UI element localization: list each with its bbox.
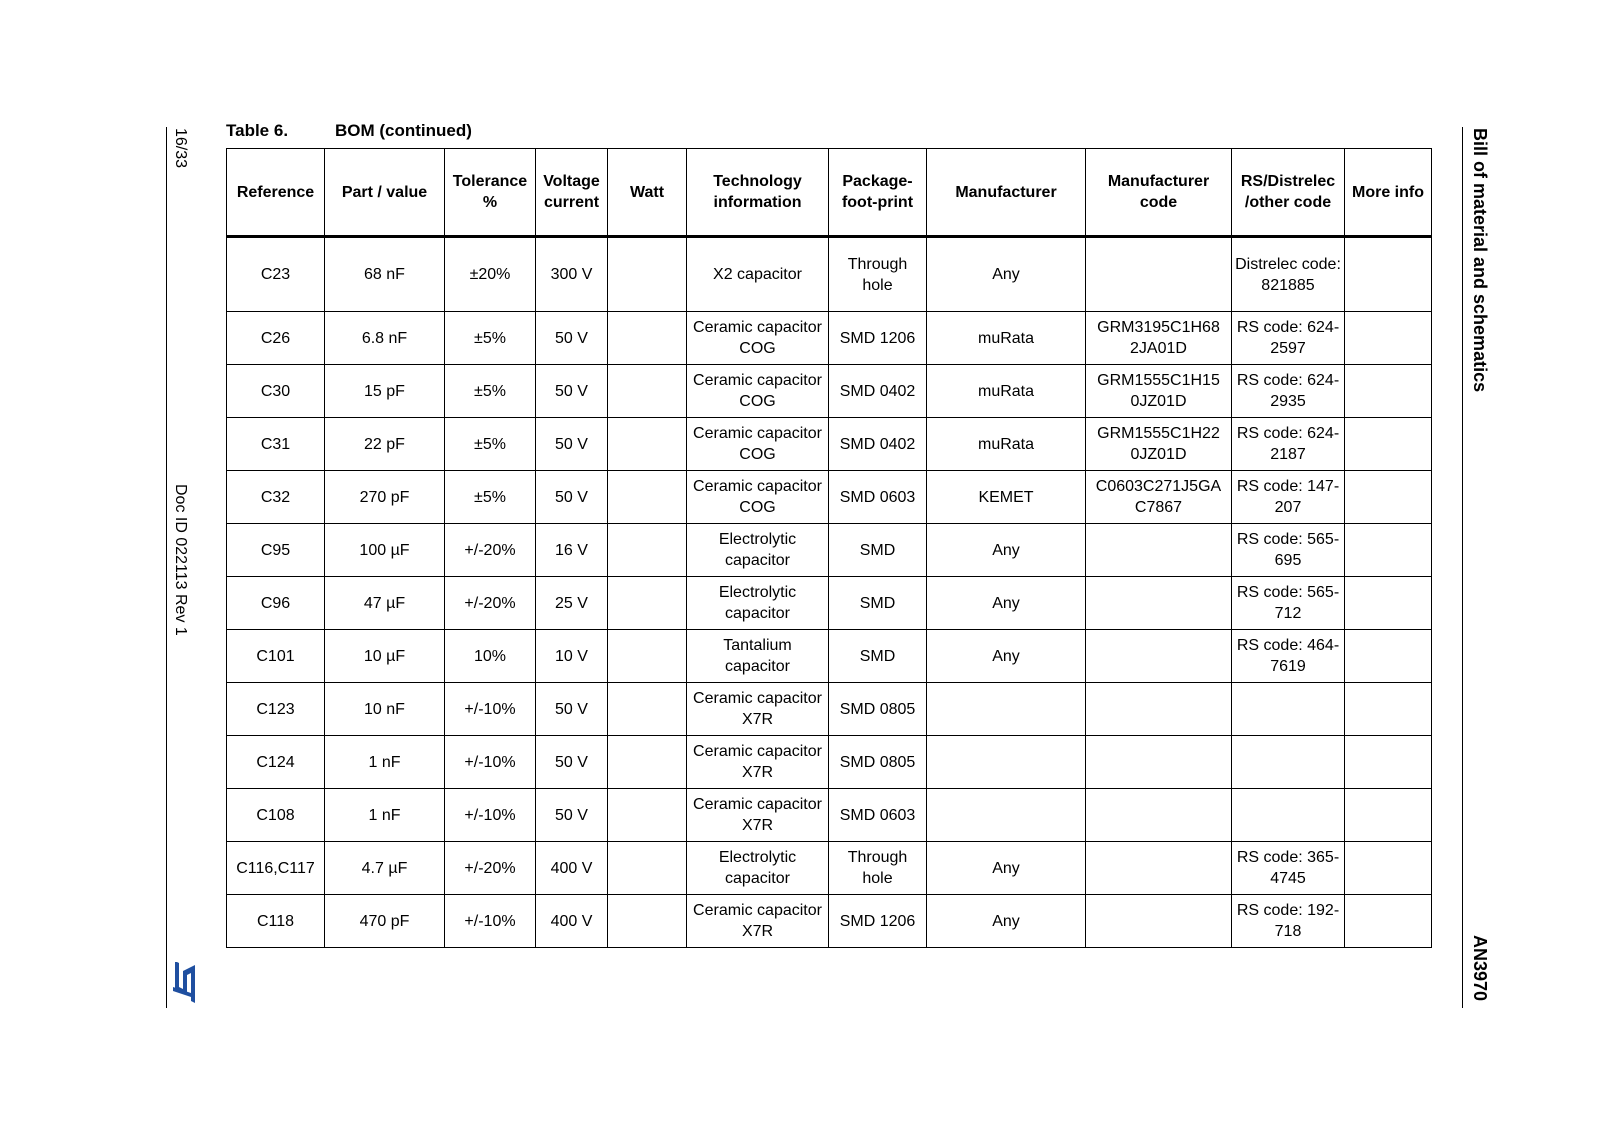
table-cell: C96 (227, 577, 325, 630)
table-cell (1345, 365, 1432, 418)
table-cell: SMD (829, 524, 927, 577)
table-cell (608, 683, 687, 736)
table-cell: 50 V (536, 736, 608, 789)
table-cell (608, 365, 687, 418)
table-cell (1345, 842, 1432, 895)
table-cell: KEMET (927, 471, 1086, 524)
table-cell: GRM3195C1H68 2JA01D (1086, 312, 1232, 365)
table-cell: RS code: 565-712 (1232, 577, 1345, 630)
table-cell (1345, 418, 1432, 471)
table-cell: Distrelec code: 821885 (1232, 237, 1345, 312)
table-cell (927, 683, 1086, 736)
table-cell: 10 nF (325, 683, 445, 736)
table-cell (1345, 237, 1432, 312)
column-header: Tolerance % (445, 149, 536, 237)
table-cell: C108 (227, 789, 325, 842)
table-cell: RS code: 624-2187 (1232, 418, 1345, 471)
column-header: Voltage current (536, 149, 608, 237)
table-cell (1345, 683, 1432, 736)
table-cell (1086, 577, 1232, 630)
table-cell: 4.7 µF (325, 842, 445, 895)
table-cell: ±20% (445, 237, 536, 312)
table-cell (1232, 683, 1345, 736)
section-title: Bill of material and schematics (1470, 128, 1490, 393)
table-cell: 100 µF (325, 524, 445, 577)
table-cell: ±5% (445, 312, 536, 365)
table-cell: 400 V (536, 842, 608, 895)
table-cell: Tantalium capacitor (687, 630, 829, 683)
table-cell: Ceramic capacitor X7R (687, 683, 829, 736)
table-cell: +/-20% (445, 842, 536, 895)
table-cell: ±5% (445, 471, 536, 524)
table-cell: Ceramic capacitor COG (687, 365, 829, 418)
table-cell: SMD 0603 (829, 471, 927, 524)
table-row (227, 630, 1432, 683)
table-cell: Ceramic capacitor COG (687, 471, 829, 524)
table-cell: 400 V (536, 895, 608, 948)
table-cell: 47 µF (325, 577, 445, 630)
table-cell: 10 µF (325, 630, 445, 683)
table-cell: C23 (227, 237, 325, 312)
table-cell (1345, 895, 1432, 948)
table-cell: 15 pF (325, 365, 445, 418)
table-cell: C32 (227, 471, 325, 524)
table-cell: SMD 0402 (829, 418, 927, 471)
table-cell: 300 V (536, 237, 608, 312)
table-cell: +/-10% (445, 895, 536, 948)
table-cell (1086, 736, 1232, 789)
table-cell: +/-10% (445, 736, 536, 789)
table-cell: muRata (927, 418, 1086, 471)
table-cell: SMD 0603 (829, 789, 927, 842)
table-row (227, 789, 1432, 842)
table-cell: 50 V (536, 683, 608, 736)
table-cell (1232, 789, 1345, 842)
table-cell: C31 (227, 418, 325, 471)
table-cell: 68 nF (325, 237, 445, 312)
left-margin-rule (166, 127, 167, 1008)
column-header: RS/Distrelec /other code (1232, 149, 1345, 237)
table-cell: RS code: 365-4745 (1232, 842, 1345, 895)
table-cell (1345, 524, 1432, 577)
table-cell (608, 895, 687, 948)
table-cell: +/-10% (445, 683, 536, 736)
table-cell: Any (927, 237, 1086, 312)
doc-id: Doc ID 022113 Rev 1 (172, 484, 189, 636)
doc-code: AN3970 (1470, 935, 1490, 1002)
table-cell (1232, 736, 1345, 789)
table-cell: Any (927, 895, 1086, 948)
table-cell: +/-20% (445, 577, 536, 630)
table-cell: Ceramic capacitor X7R (687, 736, 829, 789)
table-cell: 1 nF (325, 789, 445, 842)
table-cell (1086, 683, 1232, 736)
table-cell (927, 789, 1086, 842)
table-row (227, 471, 1432, 524)
column-header: Part / value (325, 149, 445, 237)
table-cell: GRM1555C1H22 0JZ01D (1086, 418, 1232, 471)
table-header (227, 149, 1432, 237)
table-cell: 50 V (536, 312, 608, 365)
table-cell: Through hole (829, 842, 927, 895)
table-cell: RS code: 624-2597 (1232, 312, 1345, 365)
table-cell: Any (927, 524, 1086, 577)
table-cell (608, 312, 687, 365)
table-cell: 6.8 nF (325, 312, 445, 365)
table-cell: muRata (927, 365, 1086, 418)
table-cell: 50 V (536, 471, 608, 524)
st-logo-icon (170, 962, 198, 1004)
table-cell: Electrolytic capacitor (687, 842, 829, 895)
table-cell: 16 V (536, 524, 608, 577)
column-header: Package-foot-print (829, 149, 927, 237)
column-header: Reference (227, 149, 325, 237)
table-cell: +/-20% (445, 524, 536, 577)
table-cell (1086, 789, 1232, 842)
table-cell: SMD 1206 (829, 312, 927, 365)
table-cell: 10 V (536, 630, 608, 683)
table-cell: muRata (927, 312, 1086, 365)
table-caption (226, 121, 472, 141)
table-cell: C95 (227, 524, 325, 577)
table-cell (1086, 895, 1232, 948)
table-cell: C30 (227, 365, 325, 418)
table-cell: 25 V (536, 577, 608, 630)
table-cell (1086, 630, 1232, 683)
table-cell: RS code: 464-7619 (1232, 630, 1345, 683)
table-cell: Electrolytic capacitor (687, 524, 829, 577)
table-cell: 10% (445, 630, 536, 683)
table-cell: SMD 0805 (829, 683, 927, 736)
table-cell: Through hole (829, 237, 927, 312)
table-cell: SMD 0402 (829, 365, 927, 418)
table-cell: 270 pF (325, 471, 445, 524)
table-cell: SMD (829, 630, 927, 683)
table-row (227, 577, 1432, 630)
table-cell (608, 471, 687, 524)
table-cell (608, 237, 687, 312)
table-cell: Any (927, 842, 1086, 895)
table-cell: Ceramic capacitor COG (687, 418, 829, 471)
table-row (227, 524, 1432, 577)
table-cell: Any (927, 630, 1086, 683)
table-cell: Any (927, 577, 1086, 630)
table-row (227, 895, 1432, 948)
table-row (227, 418, 1432, 471)
table-cell: 50 V (536, 365, 608, 418)
table-cell: C0603C271J5GA C7867 (1086, 471, 1232, 524)
table-cell: Ceramic capacitor X7R (687, 895, 829, 948)
page-number: 16/33 (172, 128, 189, 169)
table-cell (1345, 577, 1432, 630)
table-row (227, 237, 1432, 312)
right-margin-rule (1462, 127, 1463, 1008)
table-cell: +/-10% (445, 789, 536, 842)
table-cell: X2 capacitor (687, 237, 829, 312)
table-cell: ±5% (445, 418, 536, 471)
table-cell: SMD (829, 577, 927, 630)
table-cell (608, 524, 687, 577)
column-header: Technology information (687, 149, 829, 237)
table-cell: GRM1555C1H15 0JZ01D (1086, 365, 1232, 418)
table-cell: 50 V (536, 418, 608, 471)
table-cell: SMD 0805 (829, 736, 927, 789)
table-cell: Ceramic capacitor X7R (687, 789, 829, 842)
table-cell (1345, 471, 1432, 524)
table-cell (1345, 736, 1432, 789)
table-cell: ±5% (445, 365, 536, 418)
table-row (227, 842, 1432, 895)
table-row (227, 365, 1432, 418)
table-cell: RS code: 624-2935 (1232, 365, 1345, 418)
table-cell: 22 pF (325, 418, 445, 471)
column-header: Manufacturer (927, 149, 1086, 237)
column-header: Manufacturer code (1086, 149, 1232, 237)
table-title: BOM (continued) (335, 121, 472, 140)
table-cell: 1 nF (325, 736, 445, 789)
table-cell (1086, 842, 1232, 895)
column-header: Watt (608, 149, 687, 237)
table-cell: RS code: 565-695 (1232, 524, 1345, 577)
table-cell: C124 (227, 736, 325, 789)
table-cell (1345, 312, 1432, 365)
table-cell: 50 V (536, 789, 608, 842)
table-cell (1086, 237, 1232, 312)
table-cell: RS code: 147-207 (1232, 471, 1345, 524)
table-cell: C101 (227, 630, 325, 683)
column-header: More info (1345, 149, 1432, 237)
table-cell (1345, 789, 1432, 842)
table-cell (608, 736, 687, 789)
table-cell: C26 (227, 312, 325, 365)
table-cell (608, 789, 687, 842)
table-cell: Ceramic capacitor COG (687, 312, 829, 365)
bom-table (226, 148, 1432, 948)
table-row (227, 312, 1432, 365)
table-cell: C116,C117 (227, 842, 325, 895)
table-cell (1086, 524, 1232, 577)
header-row (227, 149, 1432, 237)
table-cell (927, 736, 1086, 789)
table-cell: Electrolytic capacitor (687, 577, 829, 630)
table-body (227, 237, 1432, 948)
table-cell (608, 418, 687, 471)
table-row (227, 736, 1432, 789)
table-number: Table 6. (226, 121, 289, 140)
table-cell: RS code: 192-718 (1232, 895, 1345, 948)
table-cell: 470 pF (325, 895, 445, 948)
table-cell: SMD 1206 (829, 895, 927, 948)
table-cell: C118 (227, 895, 325, 948)
table-cell (608, 630, 687, 683)
table-cell (1345, 630, 1432, 683)
table-cell: C123 (227, 683, 325, 736)
table-row (227, 683, 1432, 736)
table-cell (608, 842, 687, 895)
table-cell (608, 577, 687, 630)
